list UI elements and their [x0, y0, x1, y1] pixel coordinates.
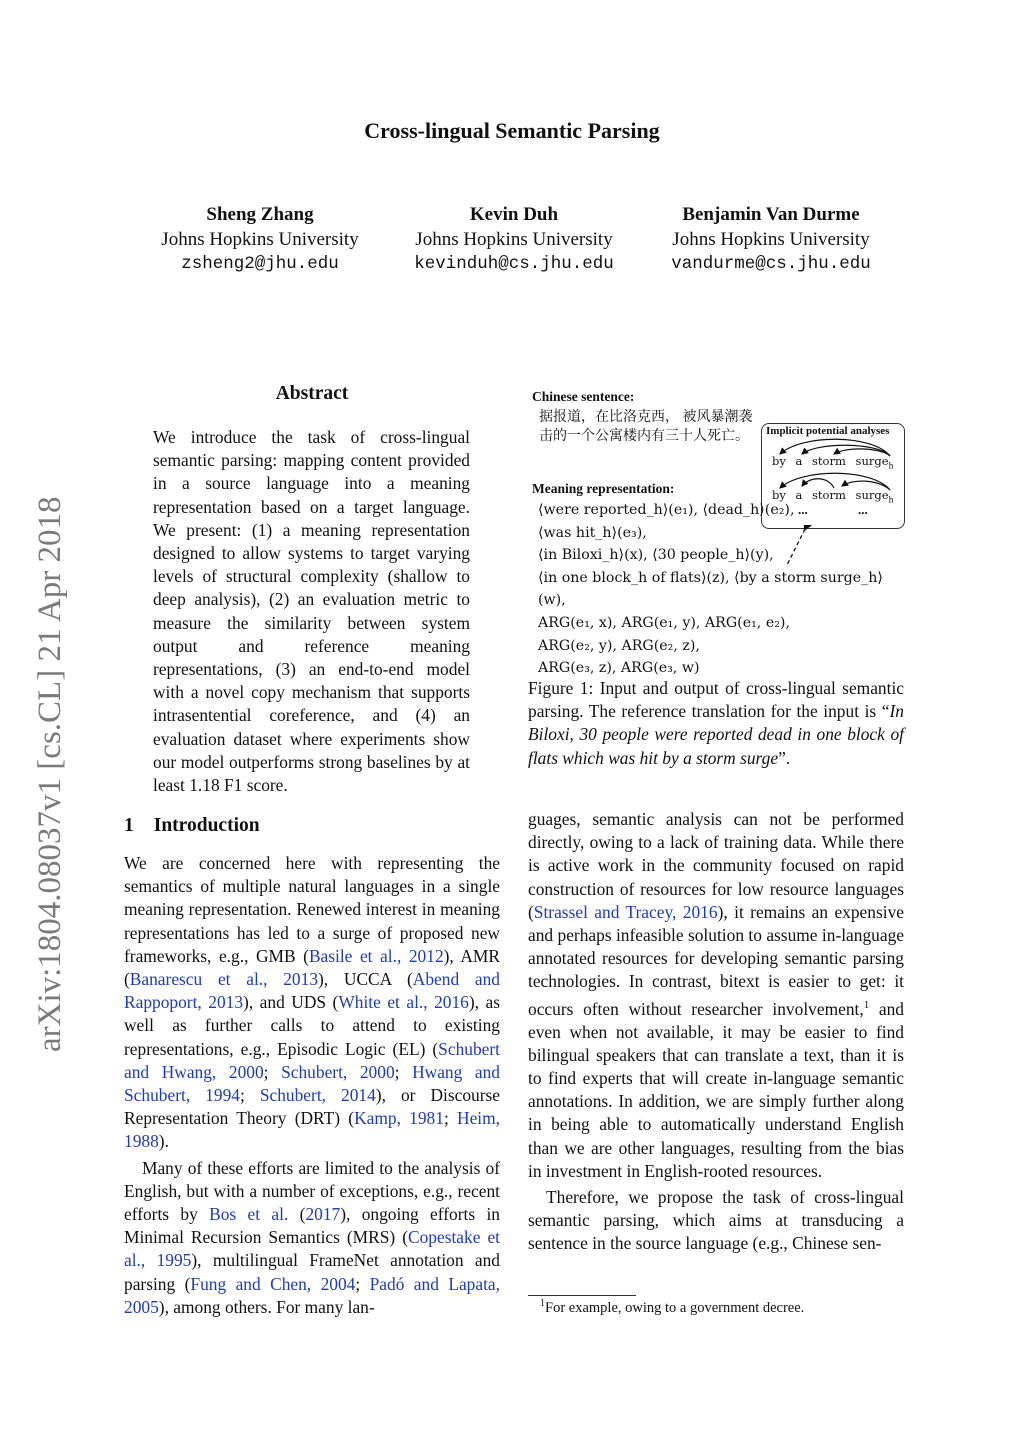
section-number: 1 — [124, 815, 134, 836]
mr-line: ⟨in one block_h of flats⟩(z), ⟨by a storm surge_h⟩(w), — [538, 569, 883, 609]
footnote-ref[interactable]: 1 — [863, 998, 870, 1011]
citation-link[interactable]: Schubert, 2000 — [281, 1061, 395, 1082]
tree-word: a — [795, 488, 803, 502]
intro-right-column — [528, 808, 904, 1256]
citation-link[interactable]: Hwang and Schubert, 1994 — [124, 1061, 501, 1106]
mr-line: ⟨were reported_h⟩(e₁), ⟨dead_h⟩(e₂), — [538, 502, 795, 518]
author-email[interactable]: zsheng2@jhu.edu — [181, 254, 339, 274]
mr-line: ARG(e₁, x), ARG(e₁, y), ARG(e₁, e₂), — [538, 614, 790, 631]
citation-link[interactable]: White et al., 2016 — [338, 992, 469, 1013]
author-email[interactable]: kevinduh@cs.jhu.edu — [414, 254, 614, 274]
meaning-representation — [538, 499, 908, 680]
footnote — [540, 1298, 804, 1317]
mr-line: ⟨was hit_h⟩(e₃), — [538, 524, 647, 541]
tree-word: storm — [812, 454, 846, 468]
meaning-representation-label: Meaning representation: — [532, 481, 675, 496]
author-block — [384, 203, 644, 277]
citation-link[interactable]: Padó and Lapata, 2005 — [124, 1273, 500, 1317]
ellipsis: ... — [858, 502, 868, 517]
citation-link[interactable]: Abend and Rappoport, 2013 — [124, 969, 500, 1013]
citation-link[interactable]: Basile et al., 2012 — [308, 945, 444, 966]
author-email[interactable]: vandurme@cs.jhu.edu — [671, 254, 871, 274]
mr-line: ARG(e₃, z), ARG(e₃, w) — [538, 660, 700, 677]
mr-line: ⟨in Biloxi_h⟩(x), ⟨30 people_h⟩(y), — [538, 547, 774, 564]
paper-title: Cross-lingual Semantic Parsing — [364, 118, 660, 143]
author-name: Benjamin Van Durme — [682, 204, 860, 225]
citation-link[interactable]: Strassel and Tracey, 2016 — [533, 901, 718, 922]
author-name: Sheng Zhang — [206, 204, 314, 225]
abstract-heading: Abstract — [275, 383, 349, 404]
author-block — [641, 203, 901, 277]
footnote-rule — [528, 1295, 636, 1296]
section-title: Introduction — [153, 815, 260, 836]
chinese-sentence — [539, 408, 753, 446]
chinese-line: 击的一个公寓楼内有三十人死亡。 — [539, 429, 749, 444]
citation-link[interactable]: Schubert, 2014 — [259, 1085, 376, 1106]
tree-word: a — [795, 454, 803, 468]
citation-link[interactable]: Banarescu et al., 2013 — [129, 969, 319, 990]
chinese-sentence-label: Chinese sentence: — [532, 389, 635, 404]
intro-paragraph-2: Many of these efforts are limited to the analysis of English, but with a number of exceptions, e.g., recent efforts by Bos et al. (2017), ongoing efforts in Minimal Recursion Semantics (MRS) (Copestake et al., 1995), multilingual FrameNet annotation and parsing (Fung and Chen, 2004; Padó and Lapata, 2005), among others. For many lan- — [124, 1157, 501, 1317]
author-affiliation: Johns Hopkins University — [672, 228, 870, 250]
tree-row-1 — [772, 454, 894, 473]
figure-1 — [528, 385, 908, 677]
arxiv-id-text: arXiv:1804.08037v1 [cs.CL] 21 Apr 2018 — [32, 496, 68, 1052]
implicit-analyses-label: Implicit potential analyses — [766, 425, 890, 437]
chinese-line: 据报道，在比洛克西， 被风暴潮袭 — [539, 410, 753, 425]
tree-word: by — [772, 488, 786, 502]
intro-paragraph-3: guages, semantic analysis can not be performed directly, owing to a lack of training data. While there is active work in the community focused on rapid construction of resources for low resource languages (Strassel and Tracey, 2016), it remains an expensive and perhaps infeasible solution to assume in-language annotated resources for developing semantic parsing technologies. In contrast, bitext is easier to get: it occurs often without researcher involvement,$^1$ and even when not available, it may be easier to find bilingual speakers that can translate a text, than it is to find experts that will create in-language semantic annotations. In addition, we are simply further along in being able to automatically understand English than we are other languages, resulting from the bias in investment in English-rooted resources. — [528, 809, 904, 1181]
author-name: Kevin Duh — [469, 204, 559, 225]
citation-link[interactable]: Bos et al. — [209, 1204, 289, 1225]
intro-left-column — [124, 852, 500, 1319]
section-heading — [124, 815, 260, 837]
intro-paragraph-1: We are concerned here with representing the semantics of multiple natural languages in a single meaning representation. Renewed interest in meaning representations has led to a surge of proposed new frameworks, e.g., GMB (Basile et al., 2012), AMR (Banarescu et al., 2013), UCCA (Abend and Rappoport, 2013), and UDS (White et al., 2016), as well as further calls to attend to existing representations, e.g., Episodic Logic (EL) (Schubert and Hwang, 2000; Schubert, 2000; Hwang and Schubert, 1994; Schubert, 2014), or Discourse Representation Theory (DRT) (Kamp, 1981; Heim, 1988). — [124, 853, 501, 1152]
tree-word: surge$_h$ — [855, 454, 894, 471]
abstract-paragraph: We introduce the task of cross-lingual semantic parsing: mapping content provided in a source language into a meaning representation based on a target language. We present: (1) a meaning representation designed to allow systems to target varying levels of structural complexity (shallow to deep analysis), (2) an evaluation metric to measure the similarity between system output and reference meaning representations, (3) an end-to-end model with a novel copy mechanism that supports intrasentential coreference, and (4) an evaluation dataset where experiments show our model outperforms strong baselines by at least 1.18 F1 score. — [153, 427, 470, 796]
dependency-arc — [802, 479, 834, 488]
tree-word: surge$_h$ — [855, 488, 894, 505]
abstract-text — [153, 426, 470, 797]
author-block — [130, 203, 390, 277]
intro-paragraph-4: Therefore, we propose the task of cross-lingual semantic parsing, which aims at transducing a sentence in the source language (e.g., Chinese sen- — [528, 1187, 904, 1254]
ellipsis: ... — [798, 502, 808, 517]
tree-word: by — [772, 454, 786, 468]
mr-line: ARG(e₂, y), ARG(e₂, z), — [538, 637, 700, 654]
tree-word: storm — [812, 488, 846, 502]
arxiv-side-label — [28, 0, 72, 1448]
citation-link[interactable]: Schubert and Hwang, 2000 — [124, 1038, 500, 1082]
citation-link[interactable]: 2017 — [305, 1204, 341, 1225]
footnote-mark: 1 — [540, 1298, 545, 1309]
citation-link[interactable]: Copestake et al., 1995 — [124, 1227, 500, 1271]
author-affiliation: Johns Hopkins University — [415, 228, 613, 250]
footnote-text: For example, owing to a government decree. — [545, 1299, 805, 1316]
citation-link[interactable]: Fung and Chen, 2004 — [190, 1273, 356, 1294]
citation-link[interactable]: Kamp, 1981 — [354, 1108, 444, 1129]
figure-1-caption: Figure 1: Input and output of cross-lingual semantic parsing. The reference translation for the input is “In Biloxi, 30 people were reported dead in one block of flats which was hit by a storm surge”. — [528, 678, 904, 768]
citation-link[interactable]: Heim, 1988 — [124, 1108, 500, 1152]
author-affiliation: Johns Hopkins University — [161, 228, 359, 250]
